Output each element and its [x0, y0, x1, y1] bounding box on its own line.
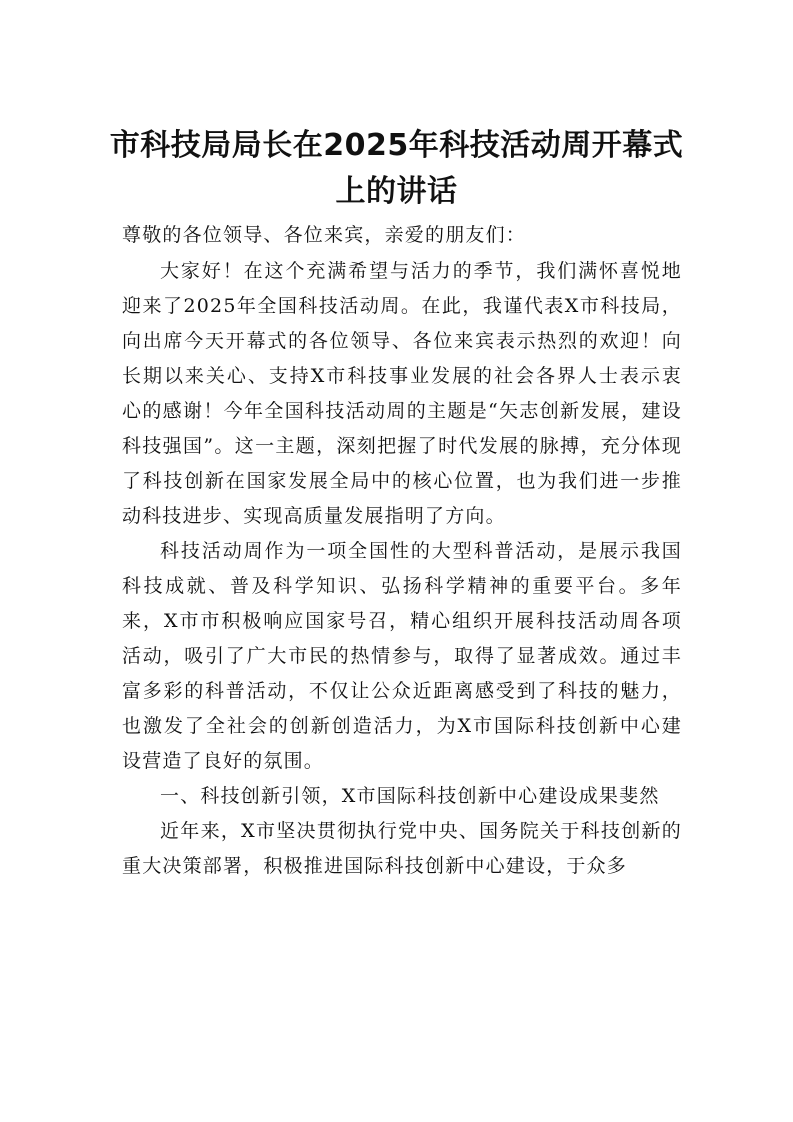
paragraph-opening: 大家好！在这个充满希望与活力的季节，我们满怀喜悦地迎来了2025年全国科技活动周。在此，我谨代表X市科技局，向出席今天开幕式的各位领导、各位来宾表示热烈的欢迎！向长期以来关心、支持X市科技事业发展的社会各界人士表示衷心的感谢！今年全国科技活动周的主题是“矢志创新发展，建设科技强国”。这一主题，深刻把握了时代发展的脉搏，充分体现了科技创新在国家发展全局中的核心位置，也为我们进一步推动科技进步、实现高质量发展指明了方向。 [122, 260, 682, 527]
section-heading-1: 一、科技创新引领，X市国际科技创新中心建设成果斐然 [160, 785, 660, 807]
paragraph-section-1: 近年来，X市坚决贯彻执行党中央、国务院关于科技创新的重大决策部署，积极推进国际科技创新中心建设，于众多 [122, 820, 682, 877]
paragraph-tech-week: 科技活动周作为一项全国性的大型科普活动，是展示我国科技成就、普及科学知识、弘扬科学精神的重要平台。多年来，X市市积极响应国家号召，精心组织开展科技活动周各项活动，吸引了广大市民的热情参与，取得了显著成效。通过丰富多彩的科普活动，不仅让公众近距离感受到了科技的魅力，也激发了全社会的创新创造活力，为X市国际科技创新中心建设营造了良好的氛围。 [122, 540, 682, 772]
document-title-line-2: 上的讲话 [335, 174, 458, 209]
document-body [122, 218, 682, 884]
document-title-line-1: 市科技局局长在2025年科技活动周开幕式 [109, 128, 684, 163]
salutation: 尊敬的各位领导、各位来宾，亲爱的朋友们： [122, 224, 527, 246]
